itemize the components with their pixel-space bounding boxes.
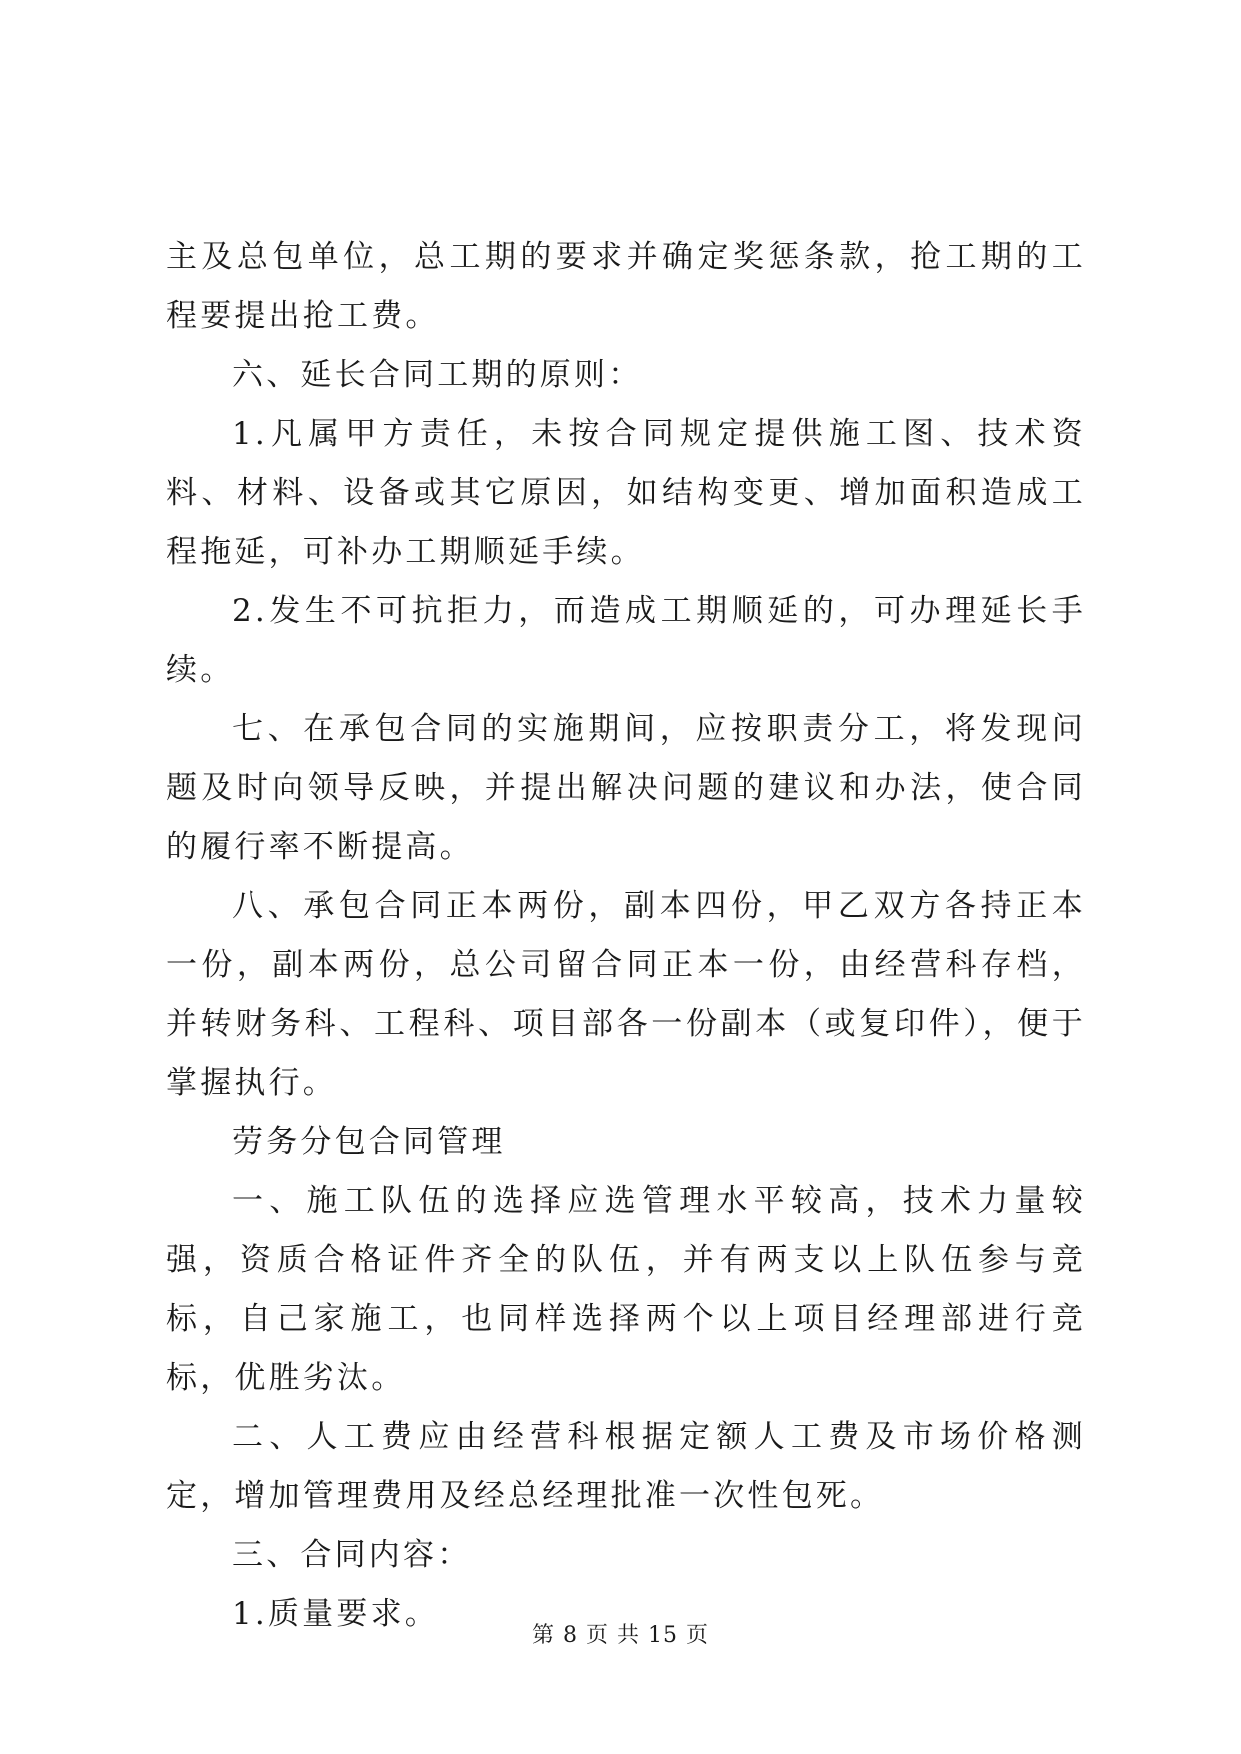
paragraph-1: 主及总包单位，总工期的要求并确定奖惩条款，抢工期的工程要提出抢工费。 bbox=[166, 239, 1086, 334]
paragraph-11: 1.质量要求。 bbox=[232, 1596, 439, 1632]
paragraph-3: 1.凡属甲方责任，未按合同规定提供施工图、技术资料、材料、设备或其它原因，如结构变更、增加面积造成工程拖延，可补办工期顺延手续。 bbox=[166, 416, 1086, 570]
document-body bbox=[166, 228, 1086, 1644]
paragraph-6: 八、承包合同正本两份，副本四份，甲乙双方各持正本一份，副本两份，总公司留合同正本一份，由经营科存档，并转财务科、工程科、项目部各一份副本（或复印件），便于掌握执行。 bbox=[166, 888, 1086, 1101]
paragraph-2: 六、延长合同工期的原则： bbox=[232, 357, 643, 393]
paragraph-5: 七、在承包合同的实施期间，应按职责分工，将发现问题及时向领导反映，并提出解决问题的建议和办法，使合同的履行率不断提高。 bbox=[166, 711, 1086, 865]
page-number-footer: 第 8 页 共 15 页 bbox=[532, 1623, 709, 1648]
section-heading: 劳务分包合同管理 bbox=[232, 1124, 506, 1160]
paragraph-9: 二、人工费应由经营科根据定额人工费及市场价格测定，增加管理费用及经总经理批准一次性包死。 bbox=[166, 1419, 1086, 1514]
paragraph-4: 2.发生不可抗拒力，而造成工期顺延的，可办理延长手续。 bbox=[166, 593, 1086, 688]
paragraph-8: 一、施工队伍的选择应选管理水平较高，技术力量较强，资质合格证件齐全的队伍，并有两支以上队伍参与竞标，自己家施工，也同样选择两个以上项目经理部进行竞标，优胜劣汰。 bbox=[166, 1183, 1086, 1396]
paragraph-10: 三、合同内容： bbox=[232, 1537, 472, 1573]
